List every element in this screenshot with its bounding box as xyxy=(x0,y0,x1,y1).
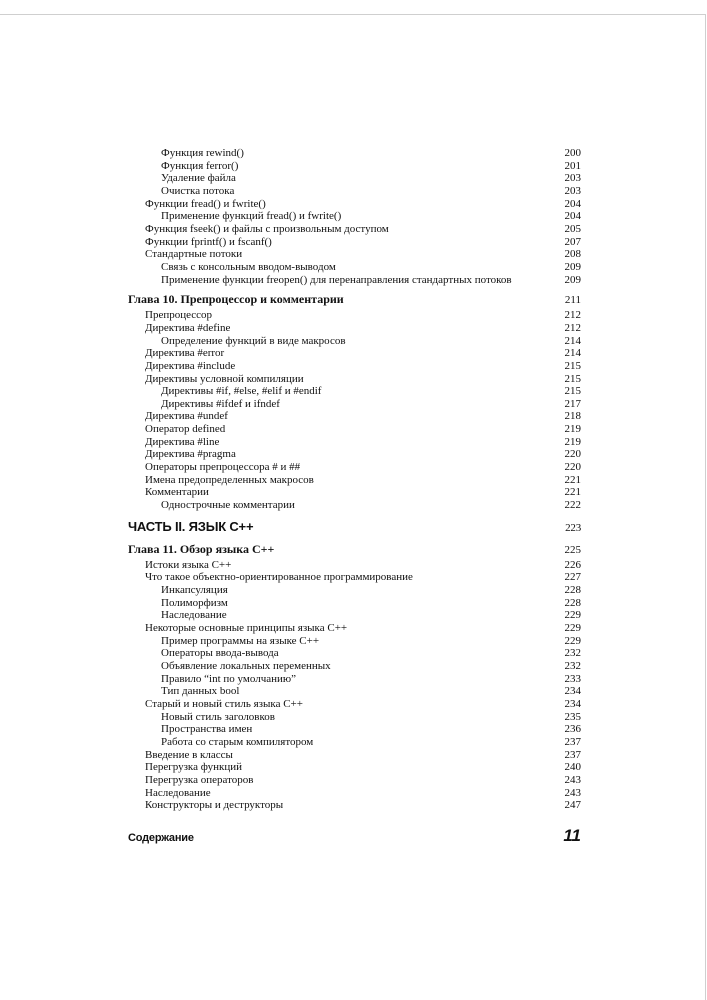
table-of-contents xyxy=(128,147,581,812)
toc-entry-title: Наследование xyxy=(145,786,211,799)
toc-entry-title: Инкапсуляция xyxy=(161,584,228,597)
toc-subsection xyxy=(128,160,581,173)
toc-entry-title: Работа со старым компилятором xyxy=(161,735,314,748)
toc-entry-page: 233 xyxy=(564,672,581,685)
toc-entry-page: 229 xyxy=(564,609,581,622)
toc-subsection xyxy=(128,723,581,736)
toc-subsection xyxy=(128,647,581,660)
toc-section xyxy=(128,799,581,812)
toc-entry-page: 247 xyxy=(564,799,581,812)
toc-section xyxy=(128,198,581,211)
toc-entry-page: 222 xyxy=(564,499,581,512)
toc-subsection xyxy=(128,711,581,724)
toc-entry-page: 237 xyxy=(564,735,581,748)
toc-entry-page: 207 xyxy=(564,235,581,248)
toc-section xyxy=(128,474,581,487)
toc-subsection xyxy=(128,685,581,698)
toc-entry-title: Глава 11. Обзор языка C++ xyxy=(128,541,275,556)
toc-entry-page: 219 xyxy=(564,423,581,436)
toc-entry-page: 203 xyxy=(564,172,581,185)
toc-entry-page: 243 xyxy=(564,773,581,786)
toc-section xyxy=(128,436,581,449)
crop-mark-right xyxy=(705,14,706,1000)
toc-entry-page: 205 xyxy=(564,222,581,235)
toc-subsection xyxy=(128,635,581,648)
toc-section xyxy=(128,373,581,386)
toc-entry-title: Функция rewind() xyxy=(161,147,244,159)
toc-section xyxy=(128,461,581,474)
toc-entry-title: ЧАСТЬ II. ЯЗЫК C++ xyxy=(128,518,254,534)
toc-section xyxy=(128,248,581,261)
toc-entry-page: 234 xyxy=(564,685,581,698)
toc-section xyxy=(128,360,581,373)
toc-entry-page: 235 xyxy=(564,710,581,723)
toc-entry-page: 211 xyxy=(564,294,581,307)
toc-entry-title: Функции fprintf() и fscanf() xyxy=(145,235,272,248)
toc-entry-title: Операторы препроцессора # и ## xyxy=(145,461,301,474)
toc-subsection xyxy=(128,261,581,274)
running-footer-section: Содержание xyxy=(128,832,194,844)
toc-entry-page: 208 xyxy=(564,248,581,261)
toc-entry-title: Удаление файла xyxy=(161,172,236,185)
toc-entry-page: 209 xyxy=(564,273,581,286)
toc-entry-page: 220 xyxy=(564,461,581,474)
toc-subsection xyxy=(128,172,581,185)
toc-entry-page: 203 xyxy=(564,184,581,197)
toc-subsection xyxy=(128,385,581,398)
toc-entry-title: Однострочные комментарии xyxy=(161,499,295,512)
toc-entry-title: Перегрузка функций xyxy=(145,761,242,774)
toc-section xyxy=(128,761,581,774)
toc-entry-page: 232 xyxy=(564,647,581,660)
toc-subsection xyxy=(128,597,581,610)
toc-entry-title: Пример программы на языке C++ xyxy=(161,634,320,647)
toc-entry-title: Конструкторы и деструкторы xyxy=(145,799,284,812)
toc-entry-page: 200 xyxy=(564,147,581,159)
toc-entry-title: Директива #include xyxy=(145,359,236,372)
toc-section xyxy=(128,698,581,711)
toc-subsection xyxy=(128,274,581,287)
toc-entry-title: Оператор defined xyxy=(145,423,226,436)
toc-entry-page: 214 xyxy=(564,347,581,360)
toc-entry-page: 228 xyxy=(564,584,581,597)
toc-section xyxy=(128,423,581,436)
toc-section xyxy=(128,347,581,360)
toc-part xyxy=(128,519,581,536)
toc-entry-page: 221 xyxy=(564,473,581,486)
toc-subsection xyxy=(128,210,581,223)
toc-entry-title: Препроцессор xyxy=(145,309,213,322)
toc-entry-title: Применение функции freopen() для перенаправления стандартных потоков xyxy=(161,273,512,286)
toc-entry-title: Объявление локальных переменных xyxy=(161,659,331,672)
toc-entry-title: Директива #define xyxy=(145,321,231,334)
toc-entry-title: Очистка потока xyxy=(161,184,235,197)
toc-entry-page: 215 xyxy=(564,385,581,398)
toc-entry-page: 219 xyxy=(564,435,581,448)
toc-section xyxy=(128,448,581,461)
toc-entry-page: 229 xyxy=(564,634,581,647)
toc-entry-title: Директива #error xyxy=(145,347,225,360)
toc-subsection xyxy=(128,147,581,160)
toc-entry-title: Директивы #if, #else, #elif и #endif xyxy=(161,385,322,398)
toc-entry-title: Определение функций в виде макросов xyxy=(161,334,346,347)
toc-entry-title: Директивы условной компиляции xyxy=(145,372,304,385)
toc-entry-title: Стандартные потоки xyxy=(145,248,243,261)
toc-entry-title: Новый стиль заголовков xyxy=(161,710,275,723)
toc-entry-page: 215 xyxy=(564,359,581,372)
toc-subsection xyxy=(128,609,581,622)
toc-entry-page: 220 xyxy=(564,448,581,461)
toc-entry-page: 223 xyxy=(565,521,581,534)
toc-entry-title: Введение в классы xyxy=(145,748,233,761)
toc-subsection xyxy=(128,584,581,597)
toc-section xyxy=(128,749,581,762)
toc-entry-page: 236 xyxy=(564,723,581,736)
toc-section xyxy=(128,410,581,423)
toc-entry-title: Функции fread() и fwrite() xyxy=(145,197,266,210)
toc-entry-title: Директива #undef xyxy=(145,410,228,423)
toc-entry-title: Комментарии xyxy=(145,486,209,499)
toc-entry-page: 215 xyxy=(564,372,581,385)
toc-section xyxy=(128,559,581,572)
toc-entry-page: 228 xyxy=(564,596,581,609)
toc-entry-title: Полиморфизм xyxy=(161,596,228,609)
toc-entry-title: Директивы #ifdef и ifndef xyxy=(161,397,280,410)
toc-entry-title: Глава 10. Препроцессор и комментарии xyxy=(128,292,344,307)
toc-entry-page: 204 xyxy=(564,197,581,210)
toc-entry-title: Наследование xyxy=(161,609,227,622)
toc-entry-page: 227 xyxy=(564,571,581,584)
toc-entry-title: Некоторые основные принципы языка C++ xyxy=(145,622,348,634)
toc-entry-title: Функция fseek() и файлы с произвольным доступом xyxy=(145,222,389,235)
toc-entry-title: Связь с консольным вводом-выводом xyxy=(161,260,336,273)
toc-entry-title: Функция ferror() xyxy=(161,159,239,172)
toc-subsection xyxy=(128,335,581,348)
toc-entry-page: 212 xyxy=(564,309,581,322)
toc-entry-page: 243 xyxy=(564,786,581,799)
toc-entry-page: 201 xyxy=(564,159,581,172)
toc-subsection xyxy=(128,673,581,686)
toc-entry-page: 237 xyxy=(564,748,581,761)
toc-subsection xyxy=(128,660,581,673)
toc-entry-page: 240 xyxy=(564,761,581,774)
toc-entry-page: 225 xyxy=(564,543,581,556)
toc-section xyxy=(128,322,581,335)
toc-section xyxy=(128,223,581,236)
toc-entry-page: 234 xyxy=(564,697,581,710)
toc-entry-title: Правило “int по умолчанию” xyxy=(161,672,296,685)
toc-section xyxy=(128,571,581,584)
toc-section xyxy=(128,787,581,800)
toc-subsection xyxy=(128,736,581,749)
toc-entry-page: 221 xyxy=(564,486,581,499)
toc-subsection xyxy=(128,185,581,198)
toc-entry-page: 209 xyxy=(564,260,581,273)
toc-entry-page: 229 xyxy=(564,622,581,634)
toc-entry-title: Пространства имен xyxy=(161,723,253,736)
crop-mark-top xyxy=(0,14,706,15)
toc-entry-title: Применение функций fread() и fwrite() xyxy=(161,210,342,223)
toc-entry-title: Истоки языка C++ xyxy=(145,558,232,571)
toc-section xyxy=(128,236,581,249)
toc-entry-title: Старый и новый стиль языка C++ xyxy=(145,697,303,710)
toc-section xyxy=(128,309,581,322)
toc-chapter xyxy=(128,542,581,557)
page-number: 11 xyxy=(563,826,581,845)
toc-chapter xyxy=(128,292,581,307)
toc-section xyxy=(128,486,581,499)
toc-entry-page: 232 xyxy=(564,659,581,672)
toc-entry-page: 212 xyxy=(564,321,581,334)
toc-subsection xyxy=(128,499,581,512)
toc-entry-title: Тип данных bool xyxy=(161,685,240,698)
toc-subsection xyxy=(128,398,581,411)
toc-entry-page: 214 xyxy=(564,334,581,347)
toc-entry-page: 218 xyxy=(564,410,581,423)
toc-entry-page: 226 xyxy=(564,558,581,571)
toc-entry-page: 204 xyxy=(564,210,581,223)
toc-entry-title: Директива #pragma xyxy=(145,448,236,461)
toc-entry-page: 217 xyxy=(564,397,581,410)
toc-entry-title: Операторы ввода-вывода xyxy=(161,647,279,660)
toc-entry-title: Перегрузка операторов xyxy=(145,773,254,786)
toc-section xyxy=(128,622,581,635)
toc-entry-title: Директива #line xyxy=(145,435,220,448)
toc-entry-title: Что такое объектно-ориентированное программирование xyxy=(145,571,413,584)
toc-entry-title: Имена предопределенных макросов xyxy=(145,473,314,486)
toc-section xyxy=(128,774,581,787)
